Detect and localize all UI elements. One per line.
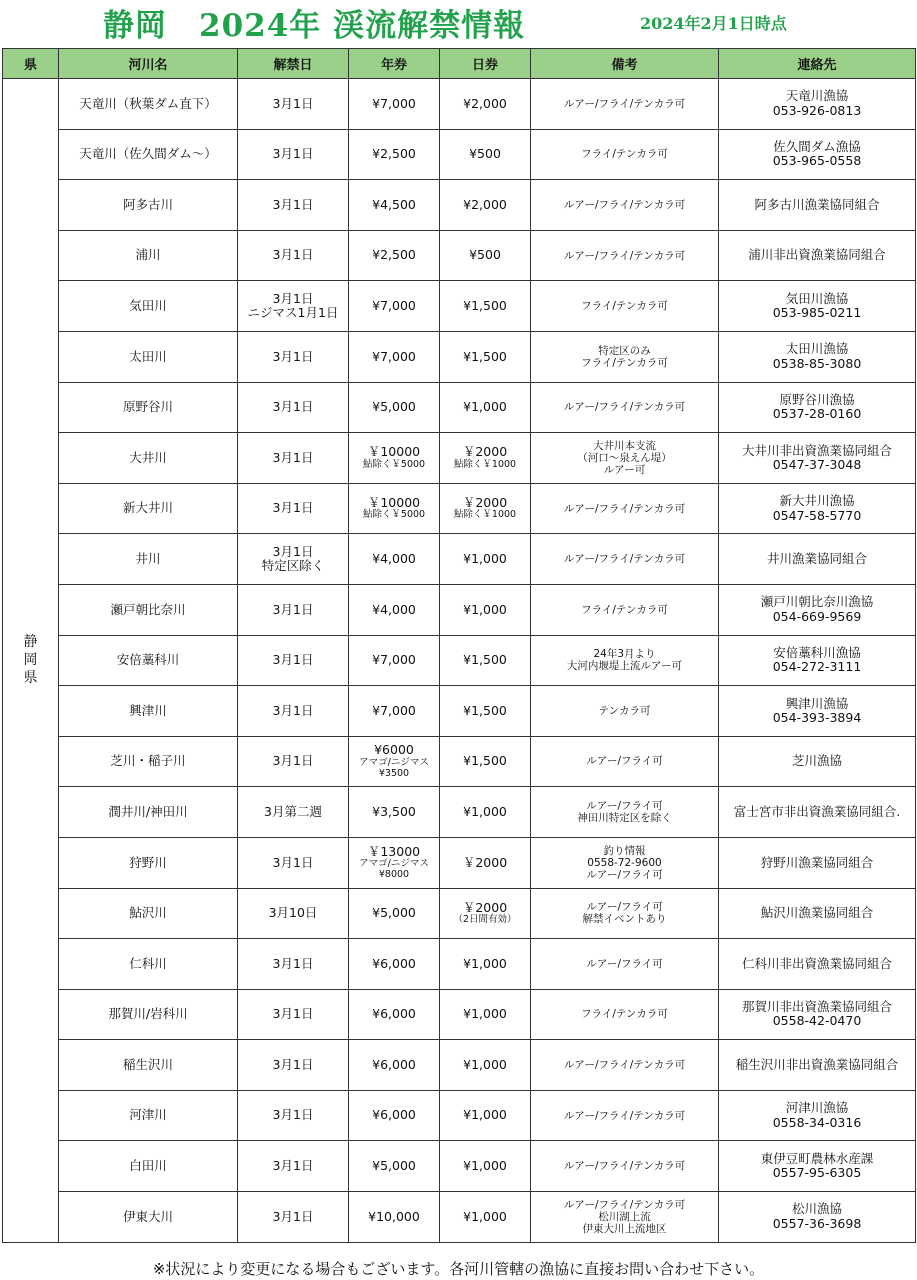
remarks-cell: ルアー/フライ/テンカラ可 — [531, 1090, 719, 1141]
river-name-cell: 那賀川/岩科川 — [59, 989, 238, 1040]
daily-ticket-cell: ¥2,000 — [440, 79, 531, 130]
river-name-cell: 仁科川 — [59, 939, 238, 990]
table-row — [3, 79, 916, 130]
annual-ticket-cell: ¥4,000 — [349, 534, 440, 585]
annual-ticket-cell: ¥2,500 — [349, 129, 440, 180]
daily-ticket-cell: ¥1,000 — [440, 1141, 531, 1192]
table-row — [3, 1192, 916, 1243]
contact-cell: 富士宮市非出資漁業協同組合. — [719, 787, 916, 838]
open-date-cell: 3月1日 — [238, 230, 349, 281]
annual-ticket-cell: ¥6,000 — [349, 989, 440, 1040]
annual-ticket-cell: ¥6,000 — [349, 1040, 440, 1091]
remarks-cell: ルアー/フライ可 解禁イベントあり — [531, 888, 719, 939]
contact-cell: 大井川非出資漁業協同組合 0547-37-3048 — [719, 433, 916, 484]
remarks-cell: ルアー/フライ/テンカラ可 — [531, 534, 719, 585]
table-row — [3, 129, 916, 180]
ticket-note: 鮎除く￥5000 — [362, 509, 426, 521]
daily-ticket-cell: ￥2000 — [440, 837, 531, 888]
open-date-cell: 3月1日 — [238, 331, 349, 382]
contact-cell: 仁科川非出資漁業協同組合 — [719, 939, 916, 990]
remarks-cell: 24年3月より 大河内堰堤上流ルアー可 — [531, 635, 719, 686]
annual-ticket-cell: ¥5,000 — [349, 382, 440, 433]
open-date-cell: 3月1日 — [238, 939, 349, 990]
remarks-cell: ルアー/フライ/テンカラ可 — [531, 1141, 719, 1192]
remarks-cell: 釣り情報 0558-72-9600 ルアー/フライ可 — [531, 837, 719, 888]
contact-cell: 狩野川漁業協同組合 — [719, 837, 916, 888]
ticket-note: アマゴ/ニジマス — [359, 857, 429, 869]
river-name-cell: 潤井川/神田川 — [59, 787, 238, 838]
annual-ticket-cell: ¥7,000 — [349, 331, 440, 382]
table-body — [3, 79, 916, 1243]
table-row — [3, 584, 916, 635]
annual-ticket-cell: ¥10,000 — [349, 1192, 440, 1243]
open-date-cell: 3月1日 — [238, 1192, 349, 1243]
ticket-note: 鮎除く￥1000 — [453, 458, 517, 470]
contact-cell: 気田川漁協 053-985-0211 — [719, 281, 916, 332]
annual-ticket-cell: ¥6,000 — [349, 1090, 440, 1141]
daily-ticket-cell: ￥2000 鮎除く￥1000 — [440, 483, 531, 534]
daily-ticket-cell: ¥1,000 — [440, 584, 531, 635]
table-row — [3, 686, 916, 737]
remarks-cell: ルアー/フライ/テンカラ可 — [531, 1040, 719, 1091]
contact-cell: 東伊豆町農林水産課 0557-95-6305 — [719, 1141, 916, 1192]
table-row — [3, 180, 916, 231]
remarks-cell: ルアー/フライ/テンカラ可 — [531, 230, 719, 281]
open-date-cell: 3月1日 — [238, 1090, 349, 1141]
annual-ticket-cell: ￥10000 鮎除く￥5000 — [349, 483, 440, 534]
daily-ticket-cell: ¥1,000 — [440, 1192, 531, 1243]
table-row — [3, 989, 916, 1040]
remarks-cell: テンカラ可 — [531, 686, 719, 737]
ticket-note: ¥3500 — [378, 767, 410, 779]
daily-ticket-cell: ¥500 — [440, 129, 531, 180]
open-date-cell: 3月1日 — [238, 989, 349, 1040]
open-date-cell: 3月1日 — [238, 79, 349, 130]
col-header-daily-ticket: 日券 — [440, 49, 531, 79]
annual-ticket-cell: ¥5,000 — [349, 1141, 440, 1192]
table-row — [3, 382, 916, 433]
river-name-cell: 狩野川 — [59, 837, 238, 888]
remarks-cell: ルアー/フライ/テンカラ可 — [531, 180, 719, 231]
open-date-cell: 3月1日 特定区除く — [238, 534, 349, 585]
river-name-cell: 井川 — [59, 534, 238, 585]
col-header-river: 河川名 — [59, 49, 238, 79]
contact-cell: 天竜川漁協 053-926-0813 — [719, 79, 916, 130]
table-row — [3, 837, 916, 888]
table-row — [3, 1141, 916, 1192]
daily-ticket-cell: ¥1,500 — [440, 686, 531, 737]
ticket-note: アマゴ/ニジマス — [359, 756, 429, 768]
table-row — [3, 939, 916, 990]
contact-cell: 阿多古川漁業協同組合 — [719, 180, 916, 231]
contact-cell: 新大井川漁協 0547-58-5770 — [719, 483, 916, 534]
river-opening-table — [2, 48, 916, 1243]
river-name-cell: 鮎沢川 — [59, 888, 238, 939]
remarks-cell: ルアー/フライ/テンカラ可 松川湖上流 伊東大川上流地区 — [531, 1192, 719, 1243]
daily-ticket-cell: ¥1,000 — [440, 787, 531, 838]
contact-cell: 佐久間ダム漁協 053-965-0558 — [719, 129, 916, 180]
river-name-cell: 興津川 — [59, 686, 238, 737]
ticket-note: 鮎除く￥1000 — [453, 509, 517, 521]
table-row — [3, 534, 916, 585]
open-date-cell: 3月1日 — [238, 1141, 349, 1192]
annual-ticket-cell: ¥3,500 — [349, 787, 440, 838]
river-name-cell: 白田川 — [59, 1141, 238, 1192]
remarks-cell: フライ/テンカラ可 — [531, 584, 719, 635]
title-bar — [0, 0, 917, 44]
table-header-row — [3, 49, 916, 79]
open-date-cell: 3月1日 ニジマス1月1日 — [238, 281, 349, 332]
daily-ticket-cell: ¥1,000 — [440, 1090, 531, 1141]
river-name-cell: 瀬戸朝比奈川 — [59, 584, 238, 635]
col-header-annual-ticket: 年券 — [349, 49, 440, 79]
ticket-note: 鮎除く￥5000 — [362, 458, 426, 470]
daily-ticket-cell: ¥1,000 — [440, 939, 531, 990]
river-name-cell: 稲生沢川 — [59, 1040, 238, 1091]
daily-ticket-cell: ¥2,000 — [440, 180, 531, 231]
col-header-prefecture: 県 — [3, 49, 59, 79]
daily-ticket-cell: ¥1,500 — [440, 331, 531, 382]
daily-ticket-cell: ¥1,000 — [440, 1040, 531, 1091]
table-row — [3, 888, 916, 939]
contact-cell: 松川漁協 0557-36-3698 — [719, 1192, 916, 1243]
remarks-cell: ルアー/フライ/テンカラ可 — [531, 382, 719, 433]
annual-ticket-cell: ¥7,000 — [349, 79, 440, 130]
table-row — [3, 787, 916, 838]
daily-ticket-cell: ￥2000 （2日間有効） — [440, 888, 531, 939]
remarks-cell: ルアー/フライ可 — [531, 939, 719, 990]
remarks-cell: フライ/テンカラ可 — [531, 129, 719, 180]
table-row — [3, 635, 916, 686]
table-row — [3, 736, 916, 787]
table-row — [3, 1040, 916, 1091]
footer-note: ※状況により変更になる場合もございます。各河川管轄の漁協に直接お問い合わせ下さい。 — [152, 1260, 765, 1278]
river-name-cell: 気田川 — [59, 281, 238, 332]
contact-cell: 河津川漁協 0558-34-0316 — [719, 1090, 916, 1141]
table-row — [3, 331, 916, 382]
daily-ticket-cell: ¥1,500 — [440, 281, 531, 332]
annual-ticket-cell: ¥6,000 — [349, 939, 440, 990]
remarks-cell: ルアー/フライ可 神田川特定区を除く — [531, 787, 719, 838]
remarks-cell: フライ/テンカラ可 — [531, 281, 719, 332]
open-date-cell: 3月10日 — [238, 888, 349, 939]
annual-ticket-cell: ¥4,500 — [349, 180, 440, 231]
river-name-cell: 伊東大川 — [59, 1192, 238, 1243]
daily-ticket-cell: ¥500 — [440, 230, 531, 281]
table-row — [3, 483, 916, 534]
open-date-cell: 3月1日 — [238, 686, 349, 737]
contact-cell: 井川漁業協同組合 — [719, 534, 916, 585]
daily-ticket-cell: ￥2000 鮎除く￥1000 — [440, 433, 531, 484]
contact-cell: 芝川漁協 — [719, 736, 916, 787]
contact-cell: 原野谷川漁協 0537-28-0160 — [719, 382, 916, 433]
open-date-cell: 3月1日 — [238, 837, 349, 888]
ticket-note: （2日間有効） — [453, 914, 517, 926]
as-of-date: 2024年2月1日時点 — [640, 14, 787, 33]
contact-cell: 那賀川非出資漁業協同組合 0558-42-0470 — [719, 989, 916, 1040]
col-header-open-date: 解禁日 — [238, 49, 349, 79]
daily-ticket-cell: ¥1,000 — [440, 382, 531, 433]
river-name-cell: 新大井川 — [59, 483, 238, 534]
ticket-note: ¥8000 — [378, 868, 410, 880]
annual-ticket-cell: ¥7,000 — [349, 686, 440, 737]
col-header-remarks: 備考 — [531, 49, 719, 79]
daily-ticket-cell: ¥1,000 — [440, 989, 531, 1040]
contact-cell: 瀬戸川朝比奈川漁協 054-669-9569 — [719, 584, 916, 635]
river-name-cell: 阿多古川 — [59, 180, 238, 231]
open-date-cell: 3月1日 — [238, 483, 349, 534]
open-date-cell: 3月1日 — [238, 736, 349, 787]
contact-cell: 興津川漁協 054-393-3894 — [719, 686, 916, 737]
river-name-cell: 芝川・稲子川 — [59, 736, 238, 787]
contact-cell: 鮎沢川漁業協同組合 — [719, 888, 916, 939]
river-name-cell: 河津川 — [59, 1090, 238, 1141]
contact-cell: 安倍藁科川漁協 054-272-3111 — [719, 635, 916, 686]
annual-ticket-cell: ¥7,000 — [349, 281, 440, 332]
river-name-cell: 天竜川（佐久間ダム～） — [59, 129, 238, 180]
annual-ticket-cell: ¥2,500 — [349, 230, 440, 281]
river-name-cell: 原野谷川 — [59, 382, 238, 433]
annual-ticket-cell: ¥6000 アマゴ/ニジマス ¥3500 — [349, 736, 440, 787]
table-row — [3, 1090, 916, 1141]
river-name-cell: 大井川 — [59, 433, 238, 484]
open-date-cell: 3月1日 — [238, 584, 349, 635]
daily-ticket-cell: ¥1,500 — [440, 635, 531, 686]
annual-ticket-cell: ¥7,000 — [349, 635, 440, 686]
open-date-cell: 3月1日 — [238, 129, 349, 180]
river-name-cell: 安倍藁科川 — [59, 635, 238, 686]
open-date-cell: 3月1日 — [238, 635, 349, 686]
daily-ticket-cell: ¥1,500 — [440, 736, 531, 787]
prefecture-cell: 静 岡 県 — [3, 79, 59, 1243]
table-row — [3, 433, 916, 484]
open-date-cell: 3月1日 — [238, 1040, 349, 1091]
remarks-cell: ルアー/フライ/テンカラ可 — [531, 79, 719, 130]
table-row — [3, 281, 916, 332]
remarks-cell: ルアー/フライ/テンカラ可 — [531, 483, 719, 534]
annual-ticket-cell: ￥13000 アマゴ/ニジマス ¥8000 — [349, 837, 440, 888]
table-row — [3, 230, 916, 281]
annual-ticket-cell: ¥5,000 — [349, 888, 440, 939]
river-name-cell: 太田川 — [59, 331, 238, 382]
daily-ticket-cell: ¥1,000 — [440, 534, 531, 585]
annual-ticket-cell: ¥4,000 — [349, 584, 440, 635]
river-name-cell: 浦川 — [59, 230, 238, 281]
contact-cell: 浦川非出資漁業協同組合 — [719, 230, 916, 281]
remarks-cell: 特定区のみ フライ/テンカラ可 — [531, 331, 719, 382]
remarks-cell: フライ/テンカラ可 — [531, 989, 719, 1040]
open-date-cell: 3月第二週 — [238, 787, 349, 838]
col-header-contact: 連絡先 — [719, 49, 916, 79]
remarks-cell: 大井川本支流 （河口～泉えん堤） ルアー可 — [531, 433, 719, 484]
open-date-cell: 3月1日 — [238, 382, 349, 433]
open-date-cell: 3月1日 — [238, 180, 349, 231]
contact-cell: 稲生沢川非出資漁業協同組合 — [719, 1040, 916, 1091]
open-date-cell: 3月1日 — [238, 433, 349, 484]
contact-cell: 太田川漁協 0538-85-3080 — [719, 331, 916, 382]
remarks-cell: ルアー/フライ可 — [531, 736, 719, 787]
river-name-cell: 天竜川（秋葉ダム直下） — [59, 79, 238, 130]
annual-ticket-cell: ￥10000 鮎除く￥5000 — [349, 433, 440, 484]
page-title: 静岡 2024年 渓流解禁情報 — [103, 8, 526, 44]
